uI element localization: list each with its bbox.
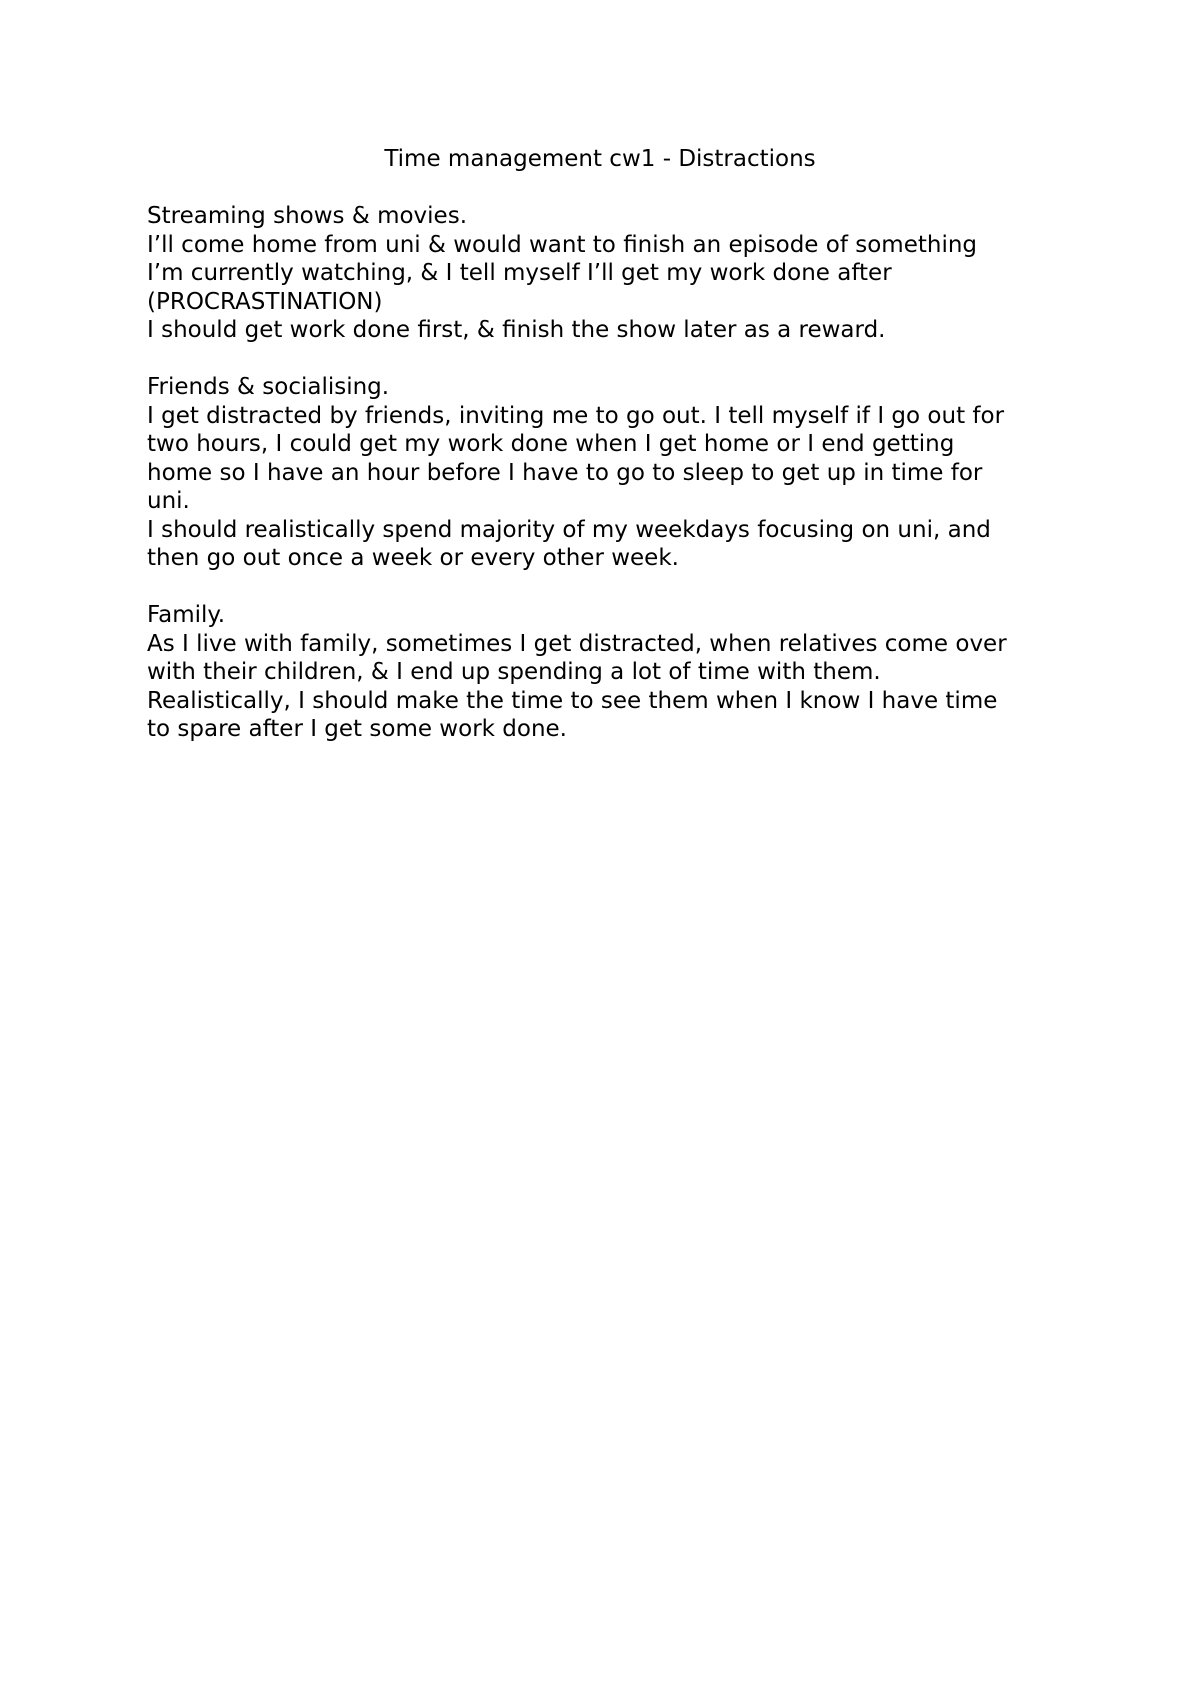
paragraph-line: uni. — [147, 488, 190, 514]
paragraph-line: As I live with family, sometimes I get distracted, when relatives come over — [147, 630, 1007, 657]
section-streaming — [147, 202, 1067, 345]
paragraph-line: home so I have an hour before I have to go to sleep to get up in time for — [147, 459, 983, 486]
paragraph-line: I should get work done first, & finish the show later as a reward. — [147, 317, 886, 343]
paragraph-line: I get distracted by friends, inviting me to go out. I tell myself if I go out for — [147, 402, 1005, 429]
paragraph-line: to spare after I get some work done. — [147, 716, 567, 742]
section-heading: Family. — [147, 602, 226, 628]
paragraph-line: then go out once a week or every other week. — [147, 545, 679, 571]
paragraph-line: with their children, & I end up spending a lot of time with them. — [147, 659, 881, 685]
paragraph-line: (PROCRASTINATION) — [147, 288, 383, 315]
section-heading: Friends & socialising. — [147, 374, 390, 400]
document-body — [147, 202, 1067, 772]
paragraph-line: I’m currently watching, & I tell myself I’ll get my work done after — [147, 260, 892, 286]
paragraph-line: Realistically, I should make the time to see them when I know I have time — [147, 687, 998, 714]
section-heading: Streaming shows & movies. — [147, 203, 468, 229]
document-title: Time management cw1 - Distractions — [384, 146, 816, 172]
paragraph-line: I should realistically spend majority of my weekdays focusing on uni, and — [147, 516, 991, 543]
paragraph-line: two hours, I could get my work done when I get home or I end getting — [147, 431, 955, 457]
section-family — [147, 601, 1067, 744]
paragraph-line: I’ll come home from uni & would want to finish an episode of something — [147, 231, 978, 258]
section-friends — [147, 373, 1067, 573]
